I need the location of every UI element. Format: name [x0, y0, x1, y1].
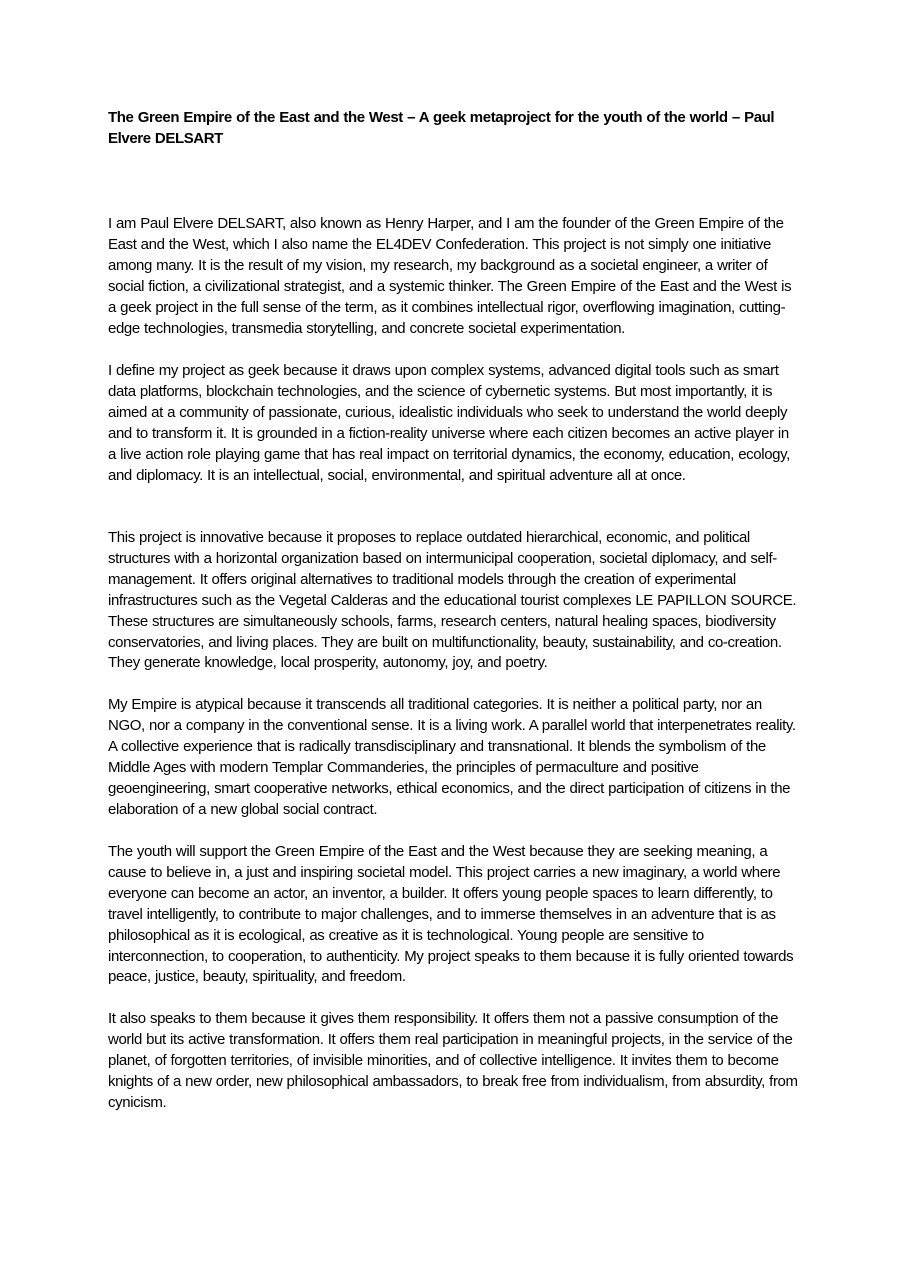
document-body: [108, 108, 798, 1111]
paragraph-innovation: This project is innovative because it proposes to replace outdated hierarchical, economic, and political structures with a horizontal organization based on intermunicipal cooperation, societal diplomacy, and self-management. It offers original alternatives to traditional models through the creation of experimental infrastructures such as the Vegetal Calderas and the educational tourist complexes LE PAPILLON SOURCE. These structures are simultaneously schools, farms, research centers, natural healing spaces, biodiversity conservatories, and living places. They are built on multifunctionality, beauty, sustainability, and co-creation. They generate knowledge, local prosperity, autonomy, joy, and poetry.: [108, 529, 797, 672]
paragraph-introduction: I am Paul Elvere DELSART, also known as Henry Harper, and I am the founder of the Green Empire of the East and the West, which I also name the EL4DEV Confederation. This project is not simply one initiative among many. It is the result of my vision, my research, my background as a societal engineer, a writer of social fiction, a civilizational strategist, and a systemic thinker. The Green Empire of the East and the West is a geek project in the full sense of the term, as it combines intellectual rigor, overflowing imagination, cutting-edge technologies, transmedia storytelling, and concrete societal experimentation.: [108, 215, 792, 337]
paragraph-atypical: My Empire is atypical because it transcends all traditional categories. It is neither a political party, nor an NGO, nor a company in the conventional sense. It is a living work. A parallel world that interpenetrates reality. A collective experience that is radically transdisciplinary and transnational. It blends the symbolism of the Middle Ages with modern Templar Commanderies, the principles of permaculture and positive geoengineering, smart cooperative networks, ethical economics, and the direct participation of citizens in the elaboration of a new global social contract.: [108, 696, 796, 818]
paragraph-geek-definition: I define my project as geek because it draws upon complex systems, advanced digital tools such as smart data platforms, blockchain technologies, and the science of cybernetic systems. But most importantly, it is aimed at a community of passionate, curious, idealistic individuals who seek to understand the world deeply and to transform it. It is grounded in a fiction-reality universe where each citizen becomes an active player in a live action role playing game that has real impact on territorial dynamics, the economy, education, ecology, and diplomacy. It is an intellectual, social, environmental, and spiritual adventure all at once.: [108, 362, 790, 484]
document-title: The Green Empire of the East and the West – A geek metaproject for the youth of the world – Paul Elvere DELSART: [108, 109, 775, 147]
paragraph-responsibility: It also speaks to them because it gives them responsibility. It offers them not a passive consumption of the world but its active transformation. It offers them real participation in meaningful projects, in the service of the planet, of forgotten territories, of invisible minorities, and of collective intelligence. It invites them to become knights of a new order, new philosophical ambassadors, to break free from individualism, from absurdity, from cynicism.: [108, 1010, 798, 1111]
paragraph-youth-support: The youth will support the Green Empire of the East and the West because they are seeking meaning, a cause to believe in, a just and inspiring societal model. This project carries a new imaginary, a world where everyone can become an actor, an inventor, a builder. It offers young people spaces to learn differently, to travel intelligently, to contribute to major challenges, and to immerse themselves in an adventure that is as philosophical as it is ecological, as creative as it is technological. Young people are sensitive to interconnection, to cooperation, to authenticity. My project speaks to them because it is fully oriented towards peace, justice, beauty, spirituality, and freedom.: [108, 843, 794, 986]
